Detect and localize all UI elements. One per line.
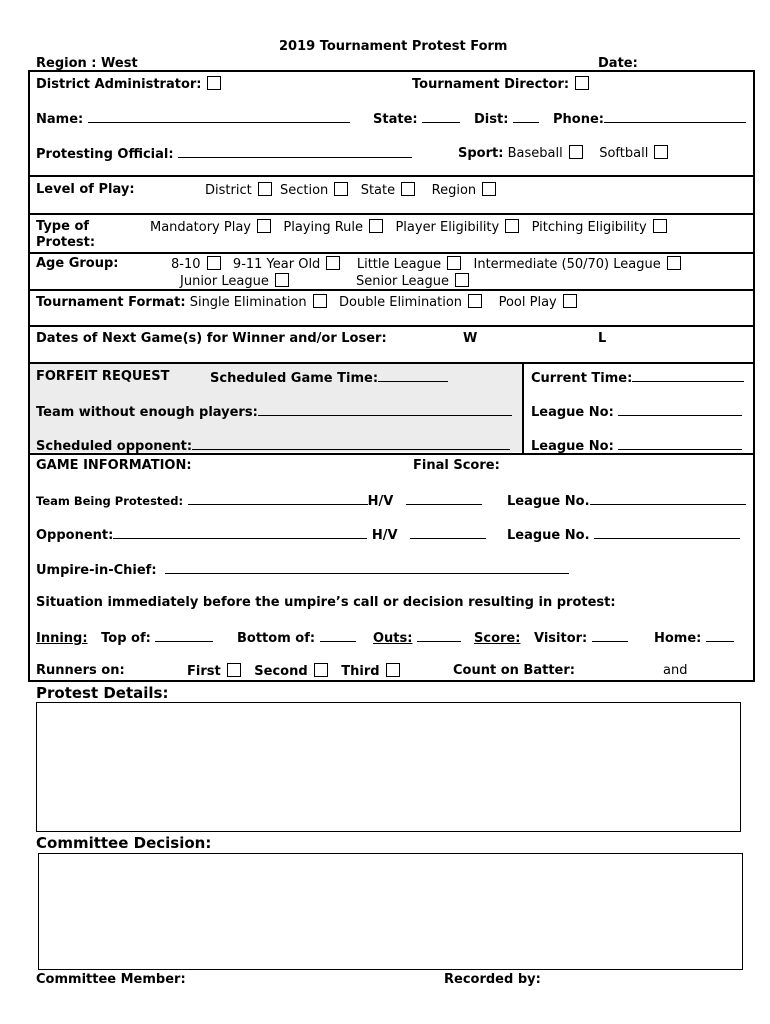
single-elimination-checkbox[interactable]: [313, 294, 327, 308]
second-base-checkbox[interactable]: [314, 663, 328, 677]
league-no-1-input[interactable]: [618, 403, 742, 416]
softball-checkbox[interactable]: [654, 145, 668, 159]
district-checkbox[interactable]: [258, 182, 272, 196]
playing-rule-checkbox[interactable]: [369, 219, 383, 233]
scheduled-opponent-field: Scheduled opponent:: [36, 437, 510, 455]
team-without-input[interactable]: [258, 403, 512, 416]
outs-input[interactable]: [417, 629, 461, 642]
hv-2-input[interactable]: [410, 526, 486, 539]
league-no-b-field: League No.: [507, 526, 740, 544]
baseball-checkbox[interactable]: [569, 145, 583, 159]
runners-on-label: Runners on:: [36, 663, 125, 678]
region-label: Region : West: [36, 56, 138, 71]
age-group-row-2: Junior League: [180, 273, 289, 290]
hv-1-input[interactable]: [406, 492, 482, 505]
recorded-by-label: Recorded by:: [444, 972, 541, 987]
player-eligibility-checkbox[interactable]: [505, 219, 519, 233]
age-9-11-checkbox[interactable]: [326, 256, 340, 270]
league-no-b-input[interactable]: [594, 526, 740, 539]
protest-type-label-2: Protest:: [36, 235, 96, 250]
state-field: State:: [373, 110, 460, 128]
dist-input[interactable]: [513, 110, 539, 123]
pool-play-checkbox[interactable]: [563, 294, 577, 308]
dist-field: Dist:: [474, 110, 539, 128]
team-without-field: Team without enough players:: [36, 403, 512, 421]
junior-league-checkbox[interactable]: [275, 273, 289, 287]
district-admin-field: District Administrator:: [36, 76, 221, 93]
state-input[interactable]: [422, 110, 460, 123]
little-league-checkbox[interactable]: [447, 256, 461, 270]
league-no-2-field: League No:: [531, 437, 742, 455]
scheduled-time-input[interactable]: [378, 369, 448, 382]
name-field: Name:: [36, 110, 350, 128]
committee-decision-label: Committee Decision:: [36, 834, 212, 852]
score-field: Score: Visitor:: [474, 629, 628, 647]
level-options: District Section State Region: [205, 182, 496, 199]
forfeit-label: FORFEIT REQUEST: [36, 369, 170, 384]
winner-label: W: [463, 331, 478, 346]
form-title: 2019 Tournament Protest Form: [279, 39, 508, 54]
phone-input[interactable]: [604, 110, 746, 123]
loser-label: L: [598, 331, 607, 346]
bottom-of-input[interactable]: [320, 629, 356, 642]
age-group-row-1: 8-10 9-11 Year Old Little League Intermediate (50/70) League: [171, 256, 681, 273]
umpire-input[interactable]: [165, 561, 569, 574]
protest-type-options: Mandatory Play Playing Rule Player Eligibility Pitching Eligibility: [150, 219, 667, 236]
district-admin-checkbox[interactable]: [207, 76, 221, 90]
committee-decision-textarea[interactable]: [38, 853, 743, 970]
third-base-checkbox[interactable]: [386, 663, 400, 677]
age-group-row-2b: Senior League: [356, 273, 469, 290]
double-elimination-checkbox[interactable]: [468, 294, 482, 308]
region-checkbox[interactable]: [482, 182, 496, 196]
level-label: Level of Play:: [36, 182, 135, 197]
runners-options: First Second Third: [187, 663, 400, 680]
tournament-director-checkbox[interactable]: [575, 76, 589, 90]
scheduled-time-field: Scheduled Game Time:: [210, 369, 448, 387]
protesting-official-input[interactable]: [178, 145, 412, 158]
first-base-checkbox[interactable]: [227, 663, 241, 677]
situation-label: Situation immediately before the umpire’s call or decision resulting in protest:: [36, 595, 616, 610]
team-protested-field: Team Being Protested: H/V: [36, 492, 482, 510]
home-input[interactable]: [706, 629, 734, 642]
name-input[interactable]: [88, 110, 350, 123]
senior-league-checkbox[interactable]: [455, 273, 469, 287]
protest-details-label: Protest Details:: [36, 684, 169, 702]
date-label: Date:: [598, 56, 638, 71]
league-no-a-field: League No.: [507, 492, 746, 510]
top-of-input[interactable]: [155, 629, 213, 642]
game-info-label: GAME INFORMATION:: [36, 458, 192, 473]
league-no-a-input[interactable]: [590, 492, 746, 505]
next-games-label: Dates of Next Game(s) for Winner and/or Loser:: [36, 331, 387, 346]
current-time-input[interactable]: [632, 369, 744, 382]
protesting-official-field: Protesting Official:: [36, 145, 412, 163]
intermediate-league-checkbox[interactable]: [667, 256, 681, 270]
section-checkbox[interactable]: [334, 182, 348, 196]
format-row: Tournament Format: Single Elimination Double Elimination Pool Play: [36, 294, 577, 311]
inning-row: Inning: Top of:: [36, 629, 213, 647]
phone-field: Phone:: [553, 110, 746, 128]
bottom-of-field: Bottom of:: [237, 629, 356, 647]
visitor-input[interactable]: [592, 629, 628, 642]
final-score-label: Final Score:: [413, 458, 500, 473]
count-on-batter-label: Count on Batter:: [453, 663, 575, 678]
pitching-eligibility-checkbox[interactable]: [653, 219, 667, 233]
count-and-label: and: [663, 663, 688, 678]
age-8-10-checkbox[interactable]: [207, 256, 221, 270]
outs-field: Outs:: [373, 629, 461, 647]
committee-member-label: Committee Member:: [36, 972, 186, 987]
tournament-director-field: Tournament Director:: [412, 76, 589, 93]
protest-type-label-1: Type of: [36, 219, 90, 234]
league-no-1-field: League No:: [531, 403, 742, 421]
opponent-input[interactable]: [113, 526, 367, 539]
team-protested-input[interactable]: [188, 492, 368, 505]
league-no-2-input[interactable]: [618, 437, 742, 450]
home-field: Home:: [654, 629, 734, 647]
state-checkbox[interactable]: [401, 182, 415, 196]
age-group-label: Age Group:: [36, 256, 119, 271]
mandatory-play-checkbox[interactable]: [257, 219, 271, 233]
opponent-field: Opponent: H/V: [36, 526, 486, 544]
current-time-field: Current Time:: [531, 369, 744, 387]
sport-field: Sport: Baseball Softball: [458, 145, 668, 162]
protest-details-textarea[interactable]: [36, 702, 741, 832]
scheduled-opponent-input[interactable]: [192, 437, 510, 450]
umpire-field: Umpire-in-Chief:: [36, 561, 569, 579]
